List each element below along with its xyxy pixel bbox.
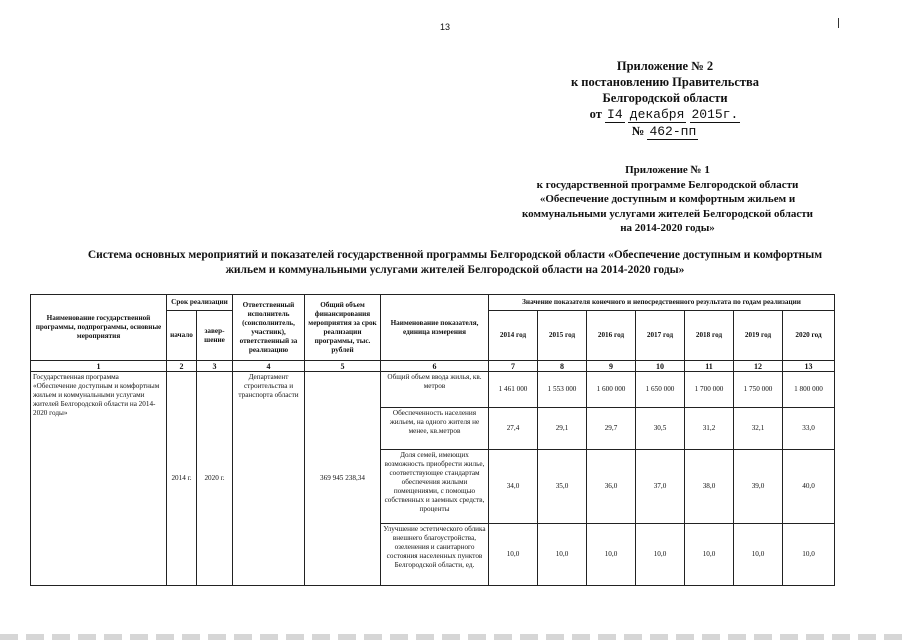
indicator-value: 29,1	[538, 408, 587, 450]
appendix1-line5: на 2014-2020 годы»	[620, 222, 715, 234]
header-period: Срок реализации	[167, 295, 233, 311]
appendix2-block	[560, 58, 770, 140]
appendix2-number	[560, 123, 770, 140]
col-number: 5	[305, 361, 381, 372]
col-number: 13	[783, 361, 835, 372]
indicator-value: 1 700 000	[685, 372, 734, 408]
col-number: 10	[636, 361, 685, 372]
col-number: 1	[31, 361, 167, 372]
indicator-value: 1 553 000	[538, 372, 587, 408]
indicator-value: 38,0	[685, 450, 734, 524]
header-year-2020: 2020 год	[783, 311, 835, 361]
header-year-2014: 2014 год	[489, 311, 538, 361]
funding-amount: 369 945 238,34	[305, 372, 381, 586]
header-start: начало	[167, 311, 197, 361]
indicator-value: 27,4	[489, 408, 538, 450]
indicator-value: 29,7	[587, 408, 636, 450]
indicator-value: 1 600 000	[587, 372, 636, 408]
program-name: Государственная программа «Обеспечение доступным и комфортным жильем и коммунальными услугами жителей Белгородской области на 2014-2020 годы»	[31, 372, 167, 586]
header-year-2015: 2015 год	[538, 311, 587, 361]
date-day: I4	[607, 107, 623, 122]
number-prefix: №	[631, 124, 645, 138]
col-number: 7	[489, 361, 538, 372]
indicators-table	[30, 294, 835, 586]
indicator-value: 34,0	[489, 450, 538, 524]
indicator-value: 1 461 000	[489, 372, 538, 408]
appendix1-title: Приложение № 1	[625, 164, 710, 176]
indicator-value: 33,0	[783, 408, 835, 450]
header-year-2019: 2019 год	[734, 311, 783, 361]
indicator-value: 1 750 000	[734, 372, 783, 408]
header-name: Наименование государственной программы, подпрограммы, основные мероприятия	[31, 295, 167, 361]
indicator-value: 1 650 000	[636, 372, 685, 408]
indicator-value: 30,5	[636, 408, 685, 450]
col-number: 12	[734, 361, 783, 372]
appendix1-block	[505, 163, 830, 236]
appendix2-line3: Белгородской области	[602, 91, 728, 105]
indicator-value: 1 800 000	[783, 372, 835, 408]
indicator-value: 10,0	[538, 524, 587, 586]
appendix2-title: Приложение № 2	[616, 59, 714, 73]
appendix2-line2: к постановлению Правительства	[570, 75, 760, 89]
end-year: 2020 г.	[197, 372, 233, 586]
header-indicator: Наименование показателя, единица измерения	[381, 295, 489, 361]
title-line2: жильем и коммунальными услугами жителей Белгородской области на 2014-2020 годы»	[225, 264, 685, 276]
table-row	[31, 372, 835, 408]
indicator-name: Доля семей, имеющих возможность приобрести жилье, соответствующее стандартам обеспечения жилыми помещениями, с помощью собственных и заемных средств, проценты	[381, 450, 489, 524]
header-year-2016: 2016 год	[587, 311, 636, 361]
page-number: 13	[440, 22, 451, 32]
indicator-value: 40,0	[783, 450, 835, 524]
col-number: 2	[167, 361, 197, 372]
date-prefix: от	[589, 107, 602, 121]
header-values-group: Значение показателя конечного и непосредственного результата по годам реализации	[489, 295, 835, 311]
col-number: 6	[381, 361, 489, 372]
start-year: 2014 г.	[167, 372, 197, 586]
indicator-value: 10,0	[783, 524, 835, 586]
indicator-value: 10,0	[489, 524, 538, 586]
appendix1-line3: «Обеспечение доступным и комфортным жильем и	[539, 193, 796, 205]
col-number: 3	[197, 361, 233, 372]
indicator-value: 10,0	[685, 524, 734, 586]
indicator-value: 35,0	[538, 450, 587, 524]
header-end: завер-шение	[197, 311, 233, 361]
indicator-value: 10,0	[734, 524, 783, 586]
indicator-value: 10,0	[636, 524, 685, 586]
column-number-row	[31, 361, 835, 372]
date-year: 2015г.	[691, 107, 739, 122]
indicator-name: Улучшение эстетического облика внешнего благоустройства, озеленения и санитарного состояния населенных пунктов Белгородской области, ед.	[381, 524, 489, 586]
number-value: 462-пп	[649, 124, 697, 139]
indicator-name: Общий объем ввода жилья, кв. метров	[381, 372, 489, 408]
document-title	[60, 248, 850, 278]
indicator-value: 10,0	[587, 524, 636, 586]
col-number: 8	[538, 361, 587, 372]
appendix2-date	[560, 106, 770, 123]
indicator-value: 32,1	[734, 408, 783, 450]
indicator-name: Обеспеченность населения жильем, на одного жителя не менее, кв.метров	[381, 408, 489, 450]
date-month: декабря	[629, 107, 685, 122]
col-number: 9	[587, 361, 636, 372]
indicator-value: 36,0	[587, 450, 636, 524]
header-year-2018: 2018 год	[685, 311, 734, 361]
header-year-2017: 2017 год	[636, 311, 685, 361]
indicator-value: 39,0	[734, 450, 783, 524]
indicator-value: 37,0	[636, 450, 685, 524]
header-funding: Общий объем финансирования мероприятия за срок реализации программы, тыс. рублей	[305, 295, 381, 361]
responsible-executor: Департамент строительства и транспорта области	[233, 372, 305, 586]
appendix1-line4: коммунальными услугами жителей Белгородской области	[521, 207, 814, 220]
title-line1: Система основных мероприятий и показателей государственной программы Белгородской области «Обеспечение доступным и комфортным	[87, 249, 823, 261]
col-number: 4	[233, 361, 305, 372]
indicator-value: 31,2	[685, 408, 734, 450]
col-number: 11	[685, 361, 734, 372]
appendix1-line2: к государственной программе Белгородской области	[536, 178, 799, 191]
scan-edge	[0, 634, 905, 640]
scan-mark	[838, 18, 839, 28]
header-responsible: Ответственный исполнитель (соисполнитель, участник), ответственный за реализацию	[233, 295, 305, 361]
